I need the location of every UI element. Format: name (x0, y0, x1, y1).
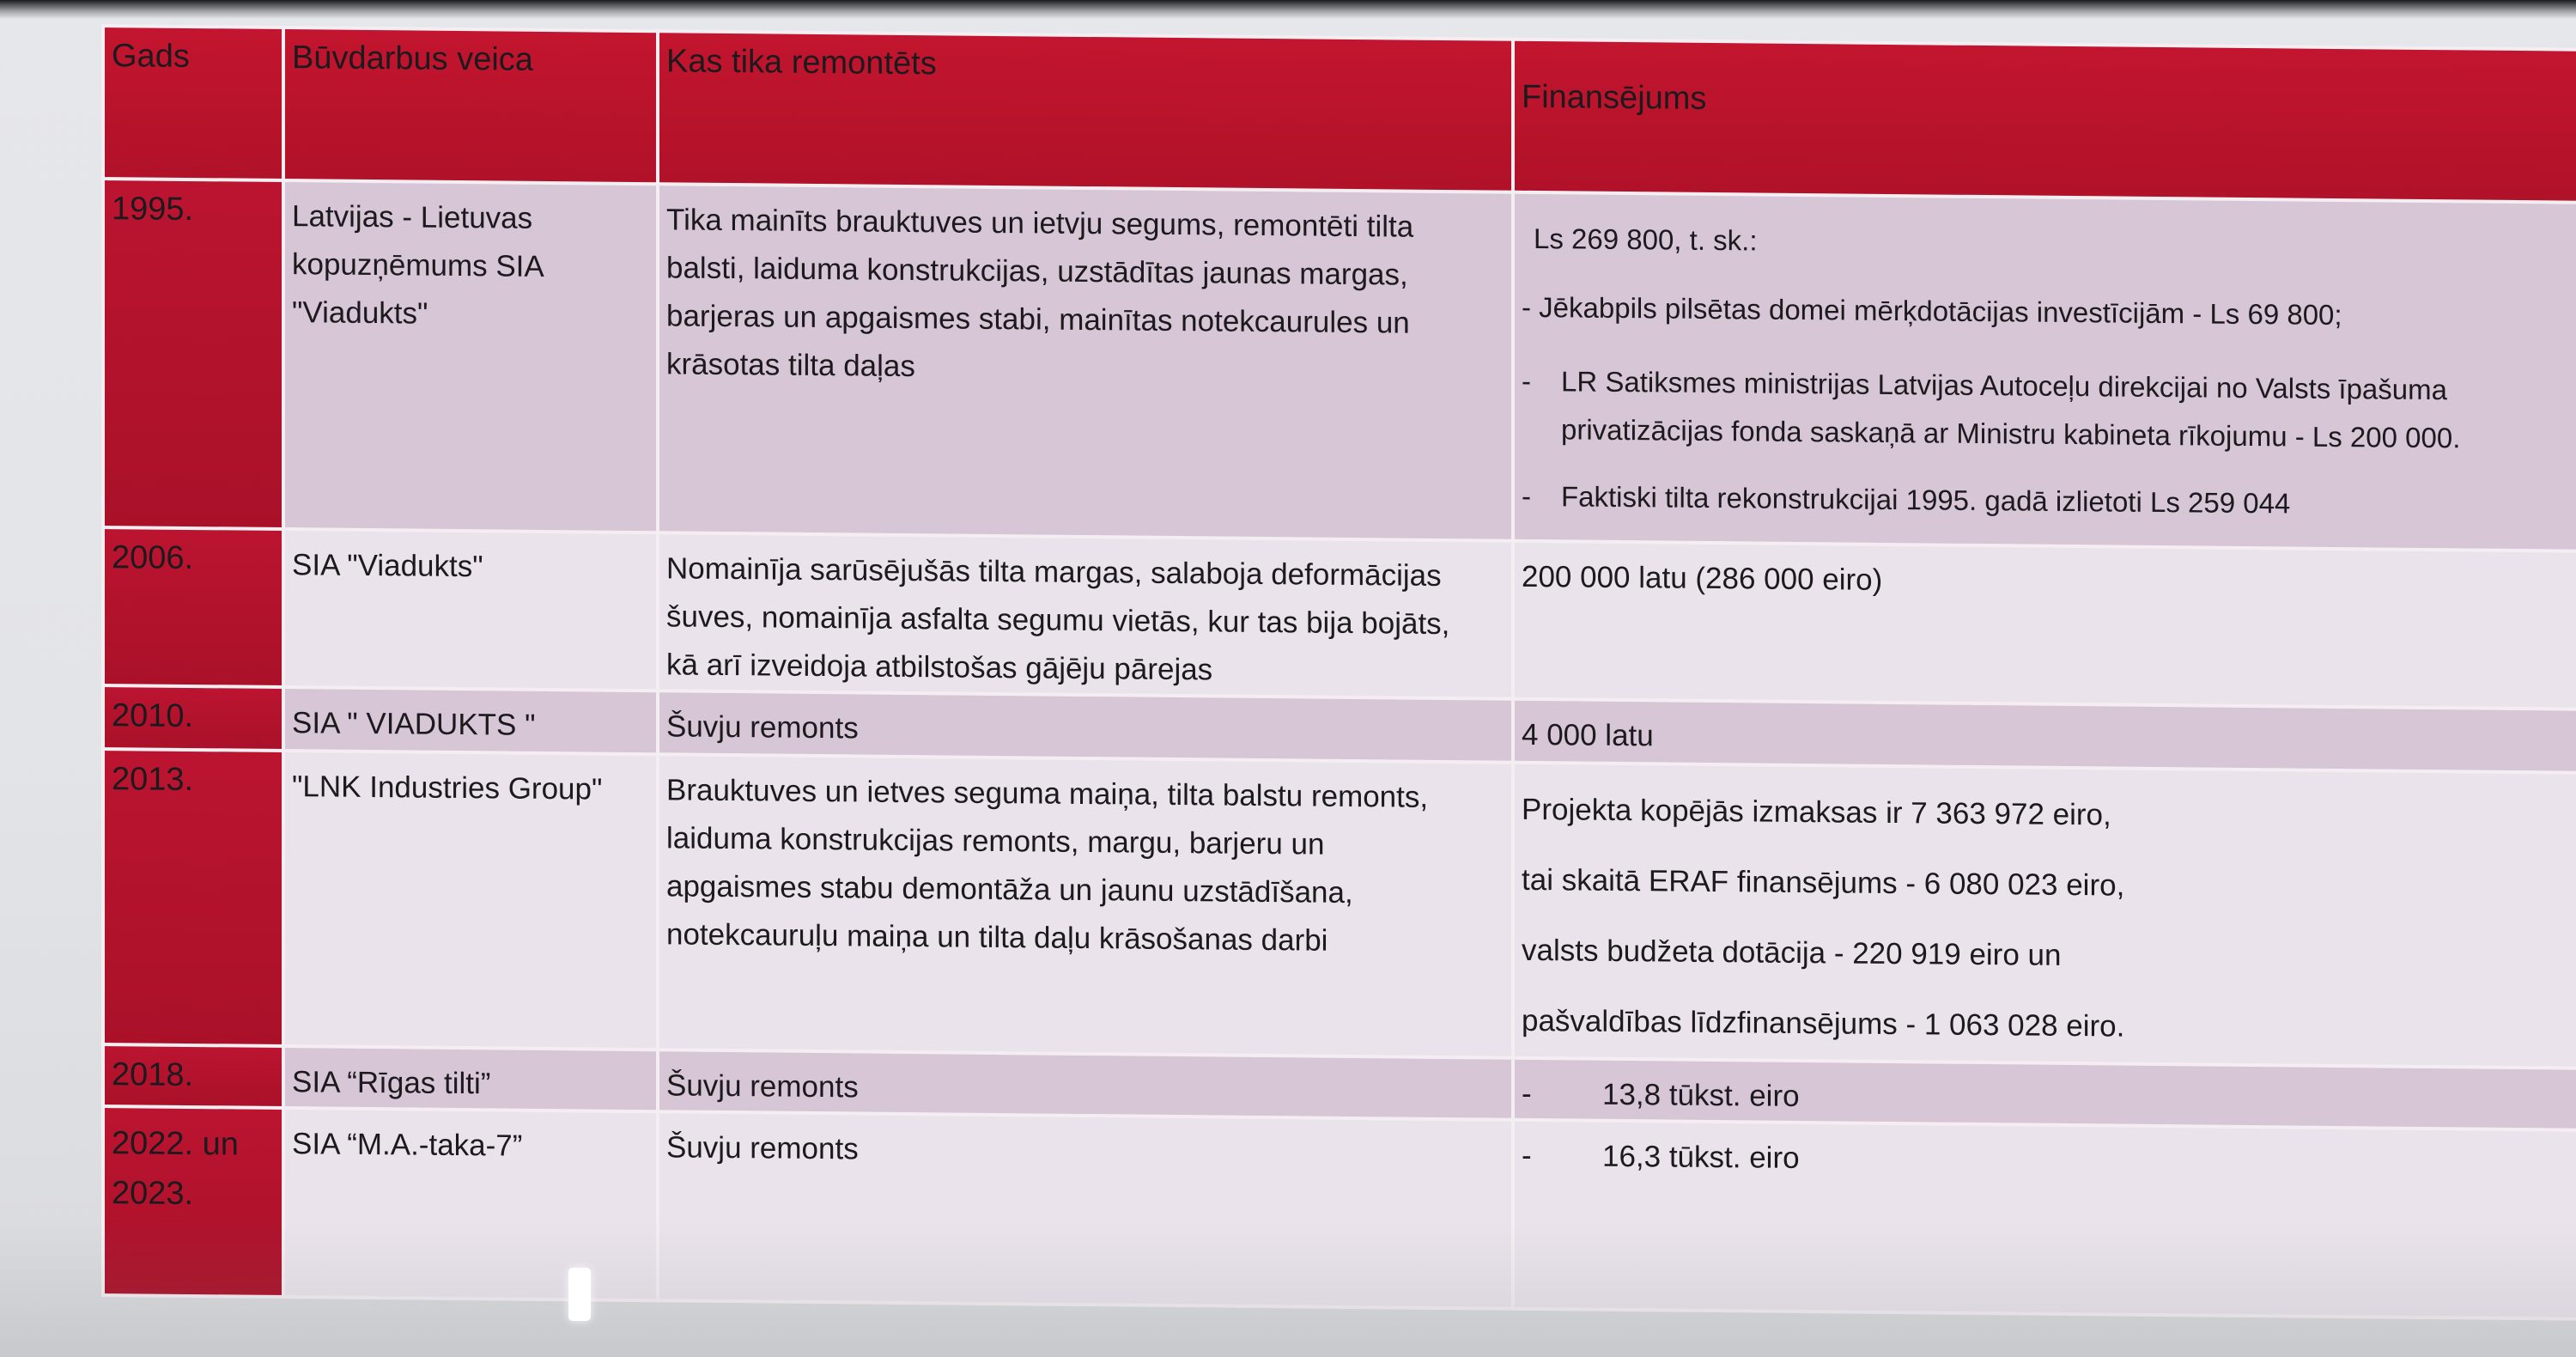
header-financing: Finansējums (1513, 40, 2576, 203)
contractor-line: "LNK Industries Group" (292, 770, 603, 806)
contractor-cell (283, 687, 658, 754)
repaired-line: Šuvju remonts (666, 1068, 859, 1104)
contractor-line: SIA " VIADUKTS " (292, 706, 536, 742)
contractor-line: Latvijas - Lietuvas (292, 199, 533, 235)
repaired-line: Brauktuves un ietves seguma maiņa, tilta balstu remonts, (666, 773, 1429, 814)
repaired-line: Šuvju remonts (666, 709, 859, 745)
financing-text: 4 000 latu (1522, 717, 1654, 753)
financing-item (1522, 1132, 2569, 1190)
year-cell: 1995. (103, 179, 283, 529)
repaired-line: apgaismes stabu demontāža un jaunu uzstādīšana, (666, 869, 1353, 910)
repaired-line: krāsotas tilta daļas (666, 347, 915, 384)
repaired-cell (658, 1050, 1513, 1120)
year-line: 2022. un (112, 1125, 239, 1163)
financing-line: Projekta kopējās izmaksas ir 7 363 972 eiro, (1522, 792, 2111, 832)
bullet-dash: - (1522, 479, 1531, 512)
repaired-cell (658, 532, 1513, 699)
financing-cell (1513, 1058, 2576, 1130)
slide-table-container (101, 24, 2576, 1216)
financing-cell (1513, 763, 2576, 1068)
contractor-cell (283, 1046, 658, 1111)
contractor-line: SIA “Rīgas tilti” (292, 1065, 491, 1101)
financing-item (1522, 1070, 2569, 1129)
repaired-line: šuves, nomainīja asfalta segumu vietās, kur tas bija bojāts, (666, 599, 1450, 642)
year-cell: 2013. (103, 749, 283, 1046)
contractor-line: kopuzņēmums SIA (292, 247, 544, 283)
header-contractor: Būvdarbus veica (283, 27, 658, 184)
financing-item-text: Faktiski tilta rekonstrukcijai 1995. gadā izlietoti Ls 259 044 (1561, 480, 2291, 520)
contractor-cell (283, 180, 658, 532)
financing-line: tai skaitā ERAF finansējums - 6 080 023 eiro, (1522, 862, 2125, 903)
repaired-line: notekcauruļu maiņa un tilta daļu krāsošanas darbi (666, 917, 1328, 958)
repaired-cell (658, 754, 1513, 1058)
repaired-line: Šuvju remonts (666, 1130, 859, 1166)
financing-intro: Ls 269 800, t. sk.: (1534, 222, 1758, 257)
repaired-cell (658, 691, 1513, 763)
contractor-line: SIA “M.A.-taka-7” (292, 1127, 523, 1163)
repaired-line: barjeras un apgaismes stabi, mainītas notekcaurules un (666, 299, 1410, 340)
repaired-line: kā arī izveidoja atbilstošas gājēju pārejas (666, 648, 1213, 687)
financing-item (1522, 472, 2569, 531)
table-row-2006 (103, 527, 2576, 709)
repaired-line: Tika mainīts brauktuves un ietvju segums, remontēti tilta (666, 203, 1414, 244)
contractor-line: "Viadukts" (292, 295, 428, 331)
screen-bottom-shade (0, 1220, 2576, 1357)
year-cell: 2010. (103, 685, 283, 751)
financing-text: 13,8 tūkst. eiro (1602, 1077, 1800, 1113)
header-repaired: Kas tika remontēts (658, 31, 1513, 192)
bullet-dash: - (1522, 1076, 1532, 1111)
header-year: Gads (103, 26, 283, 180)
financing-item (1522, 357, 2569, 464)
contractor-cell (283, 751, 658, 1050)
repaired-cell (658, 184, 1513, 541)
contractor-cell (283, 529, 658, 691)
light-reflection (568, 1268, 591, 1321)
table-header-row (103, 26, 2576, 203)
financing-line: valsts budžeta dotācija - 220 919 eiro un (1522, 933, 2062, 972)
bridge-repairs-table (101, 24, 2576, 1321)
financing-text: 16,3 tūkst. eiro (1602, 1139, 1800, 1175)
financing-item-text: LR Satiksmes ministrijas Latvijas Autoceļu direkcijai no Valsts īpašuma privatizācijas fonda saskaņā ar Ministru kabineta rīkojumu - Ls 200 000. (1561, 365, 2461, 454)
year-cell: 2006. (103, 527, 283, 687)
screen-top-edge (0, 0, 2576, 19)
financing-cell (1513, 541, 2576, 709)
year-cell: 2018. (103, 1044, 283, 1108)
repaired-line: laiduma konstrukcijas remonts, margu, barjeru un (666, 821, 1325, 861)
repaired-line: Nomainīja sarūsējušās tilta margas, salaboja deformācijas (666, 551, 1442, 593)
year-line: 2023. (112, 1175, 194, 1213)
bullet-dash: - (1522, 1138, 1532, 1172)
bullet-dash: - (1522, 364, 1531, 397)
contractor-line: SIA "Viadukts" (292, 548, 483, 584)
financing-cell (1513, 192, 2576, 551)
table-row-2013 (103, 749, 2576, 1068)
financing-item: - Jēkabpils pilsētas domei mērķdotācijas investīcijām - Ls 69 800; (1522, 290, 2342, 332)
table-row-1995 (103, 179, 2576, 551)
financing-line: pašvaldības līdzfinansējums - 1 063 028 eiro. (1522, 1003, 2125, 1044)
financing-text: 200 000 latu (286 000 eiro) (1522, 559, 1883, 597)
repaired-line: balsti, laiduma konstrukcijas, uzstādītas jaunas margas, (666, 251, 1408, 292)
financing-cell (1513, 699, 2576, 773)
